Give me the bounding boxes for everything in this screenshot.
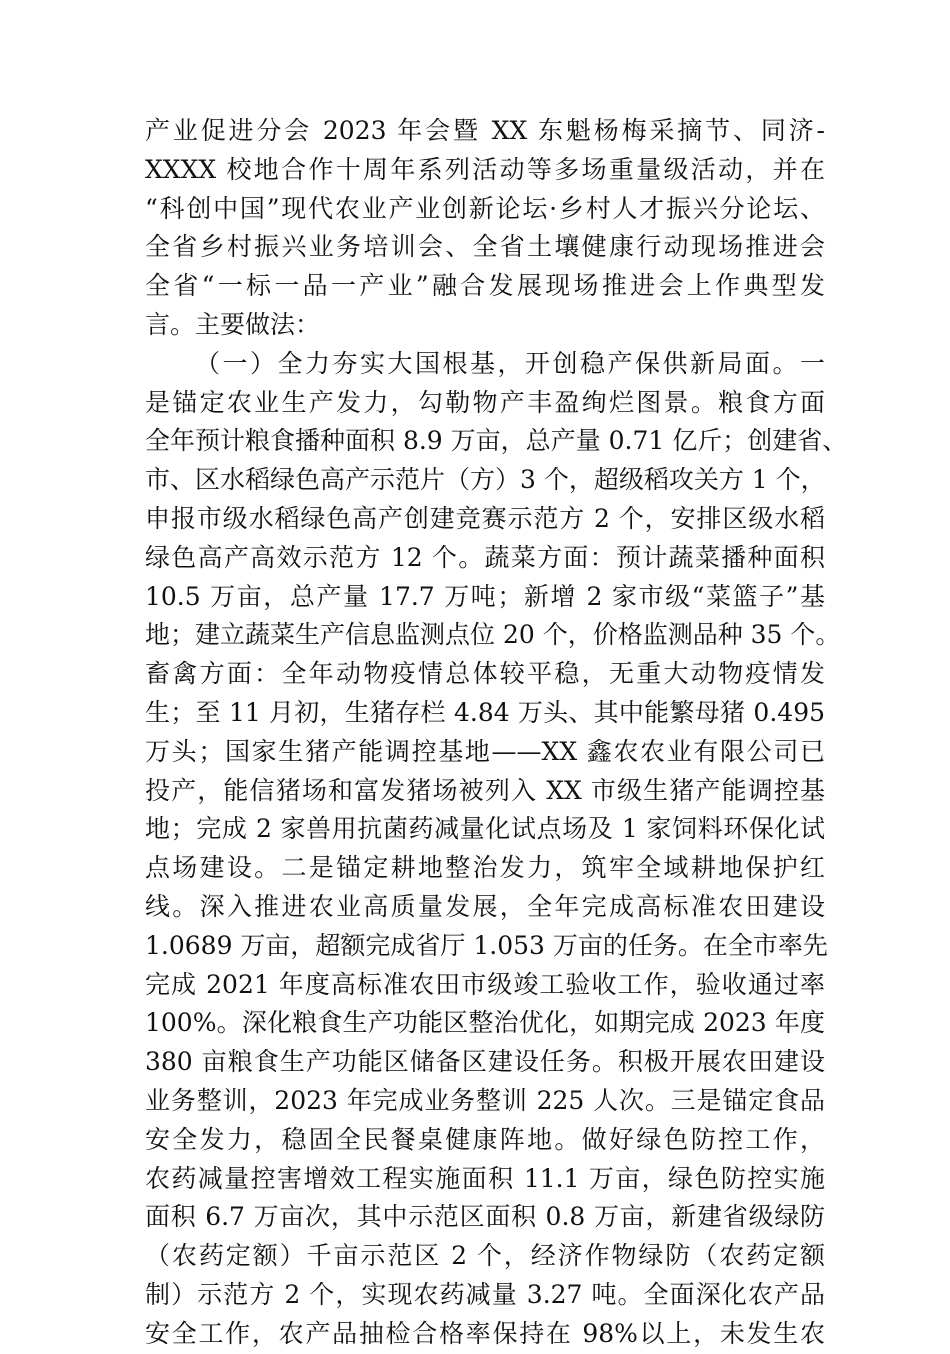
text-line: 安全发力，稳固全民餐桌健康阵地。做好绿色防控工作， — [145, 1124, 825, 1154]
text-line: 完成 2021 年度高标准农田市级竣工验收工作，验收通过率 — [145, 969, 825, 999]
text-line: 言。主要做法： — [145, 309, 321, 339]
text-line: 产业促进分会 2023 年会暨 XX 东魁杨梅采摘节、同济- — [145, 116, 825, 145]
text-line: 安全工作，农产品抽检合格率保持在 98%以上，未发生农 — [145, 1318, 825, 1348]
text-line: 业务整训，2023 年完成业务整训 225 人次。三是锚定食品 — [145, 1085, 825, 1115]
text-line: “科创中国”现代农业产业创新论坛·乡村人才振兴分论坛、 — [145, 193, 825, 223]
text-line: （农药定额）千亩示范区 2 个，经济作物绿防（农药定额 — [145, 1241, 825, 1271]
text-line: 畜禽方面：全年动物疫情总体较平稳，无重大动物疫情发 — [145, 659, 825, 689]
text-line: 绿色高产高效示范方 12 个。蔬菜方面：预计蔬菜播种面积 — [145, 542, 825, 572]
text-line: 地；建立蔬菜生产信息监测点位 20 个，价格监测品种 35 个。 — [145, 620, 841, 650]
text-line: 投产，能信猪场和富发猪场被列入 XX 市级生猪产能调控基 — [145, 775, 825, 805]
body-text — [145, 112, 848, 1354]
text-line: 1.0689 万亩，超额完成省厅 1.053 万亩的任务。在全市率先 — [145, 930, 828, 960]
text-line: 点场建设。二是锚定耕地整治发力，筑牢全域耕地保护红 — [145, 853, 825, 883]
text-line: 生；至 11 月初，生猪存栏 4.84 万头、其中能繁母猪 0.495 — [145, 697, 825, 727]
text-line: 是锚定农业生产发力，勾勒物产丰盈绚烂图景。粮食方面 — [145, 387, 825, 417]
text-line: 农药减量控害增效工程实施面积 11.1 万亩，绿色防控实施 — [145, 1163, 825, 1193]
text-line: 地；完成 2 家兽用抗菌药减量化试点场及 1 家饲料环保化试 — [145, 814, 825, 844]
text-line: XXXX 校地合作十周年系列活动等多场重量级活动，并在 — [145, 154, 825, 184]
text-line: 万头；国家生猪产能调控基地——XX 鑫农农业有限公司已 — [145, 736, 825, 766]
text-line: 10.5 万亩，总产量 17.7 万吨；新增 2 家市级“菜篮子”基 — [145, 581, 825, 611]
paragraph-first-line: （一）全力夯实大国根基，开创稳产保供新局面。一 — [195, 348, 825, 378]
text-line: 100%。深化粮食生产功能区整治优化，如期完成 2023 年度 — [145, 1008, 825, 1038]
text-line: 380 亩粮食生产功能区储备区建设任务。积极开展农田建设 — [145, 1047, 825, 1077]
text-line: 面积 6.7 万亩次，其中示范区面积 0.8 万亩，新建省级绿防 — [145, 1202, 825, 1232]
text-line: 申报市级水稻绿色高产创建竞赛示范方 2 个，安排区级水稻 — [145, 503, 825, 533]
text-line: 全省“一标一品一产业”融合发展现场推进会上作典型发 — [145, 271, 825, 301]
text-line: 制）示范方 2 个，实现农药减量 3.27 吨。全面深化农产品 — [145, 1279, 825, 1309]
text-line: 全年预计粮食播种面积 8.9 万亩，总产量 0.71 亿斤；创建省、 — [145, 426, 848, 456]
text-line: 市、区水稻绿色高产示范片（方）3 个，超级稻攻关方 1 个， — [145, 465, 826, 495]
text-line: 全省乡村振兴业务培训会、全省土壤健康行动现场推进会 — [145, 232, 825, 262]
text-line: 线。深入推进农业高质量发展，全年完成高标准农田建设 — [145, 891, 825, 921]
